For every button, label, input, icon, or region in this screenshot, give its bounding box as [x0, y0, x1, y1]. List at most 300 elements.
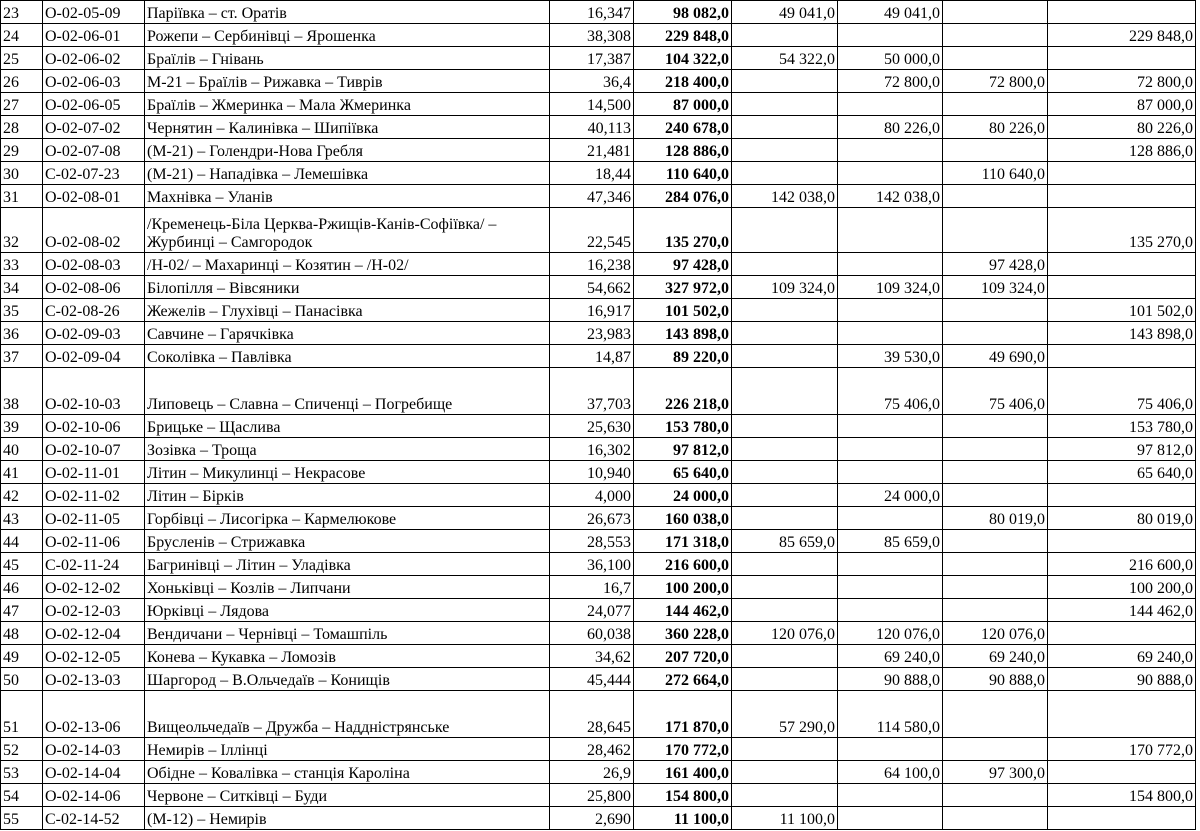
road-length: 16,917: [550, 299, 634, 322]
road-code: О-02-05-09: [43, 1, 145, 24]
row-number: 52: [1, 738, 43, 761]
road-name: Савчине – Гарячківка: [145, 322, 550, 345]
road-code: О-02-12-05: [43, 645, 145, 668]
road-length: 38,308: [550, 24, 634, 47]
amount-col-2: 50 000,0: [838, 47, 943, 70]
table-row: [1, 530, 1196, 553]
amount-col-4: 170 772,0: [1048, 738, 1196, 761]
total-amount: 170 772,0: [634, 738, 732, 761]
amount-col-4: [1048, 276, 1196, 299]
road-length: 10,940: [550, 461, 634, 484]
amount-col-4: 216 600,0: [1048, 553, 1196, 576]
amount-col-4: [1048, 185, 1196, 208]
table-row: [1, 368, 1196, 415]
row-number: 29: [1, 139, 43, 162]
road-code: О-02-13-03: [43, 668, 145, 691]
road-code: О-02-12-04: [43, 622, 145, 645]
amount-col-1: [732, 738, 838, 761]
row-number: 43: [1, 507, 43, 530]
row-number: 33: [1, 253, 43, 276]
amount-col-1: [732, 70, 838, 93]
road-code: С-02-11-24: [43, 553, 145, 576]
amount-col-2: [838, 208, 943, 253]
total-amount: 128 886,0: [634, 139, 732, 162]
amount-col-1: [732, 208, 838, 253]
amount-col-4: 90 888,0: [1048, 668, 1196, 691]
table-row: [1, 24, 1196, 47]
row-number: 28: [1, 116, 43, 139]
amount-col-2: [838, 139, 943, 162]
row-number: 50: [1, 668, 43, 691]
amount-col-3: [943, 576, 1048, 599]
road-length: 26,673: [550, 507, 634, 530]
amount-col-4: [1048, 622, 1196, 645]
amount-col-3: [943, 553, 1048, 576]
amount-col-3: 110 640,0: [943, 162, 1048, 185]
road-code: О-02-10-03: [43, 368, 145, 415]
amount-col-2: [838, 507, 943, 530]
road-code: О-02-14-03: [43, 738, 145, 761]
amount-col-3: [943, 530, 1048, 553]
road-code: О-02-12-03: [43, 599, 145, 622]
table-row: [1, 645, 1196, 668]
table-row: [1, 345, 1196, 368]
road-name: Зозівка – Троща: [145, 438, 550, 461]
road-length: 28,462: [550, 738, 634, 761]
road-name: /Кременець-Біла Церква-Ржищів-Канів-Софіївка/ – Журбинці – Самгородок: [145, 208, 550, 253]
table-row: [1, 668, 1196, 691]
road-name: Жежелів – Глухівці – Панасівка: [145, 299, 550, 322]
amount-col-2: [838, 553, 943, 576]
table-row: [1, 322, 1196, 345]
table-row: [1, 576, 1196, 599]
amount-col-4: 72 800,0: [1048, 70, 1196, 93]
amount-col-2: 49 041,0: [838, 1, 943, 24]
amount-col-2: [838, 415, 943, 438]
road-length: 28,645: [550, 691, 634, 738]
amount-col-3: [943, 438, 1048, 461]
amount-col-2: [838, 438, 943, 461]
amount-col-3: [943, 24, 1048, 47]
amount-col-1: [732, 761, 838, 784]
total-amount: 24 000,0: [634, 484, 732, 507]
amount-col-2: 69 240,0: [838, 645, 943, 668]
total-amount: 240 678,0: [634, 116, 732, 139]
amount-col-1: 54 322,0: [732, 47, 838, 70]
road-length: 16,238: [550, 253, 634, 276]
amount-col-1: [732, 668, 838, 691]
road-name: Шаргород – В.Ольчедаїв – Конищів: [145, 668, 550, 691]
amount-col-1: 109 324,0: [732, 276, 838, 299]
road-code: О-02-06-01: [43, 24, 145, 47]
road-name: Конева – Кукавка – Ломозів: [145, 645, 550, 668]
road-code: О-02-06-03: [43, 70, 145, 93]
road-name: (М-12) – Немирів: [145, 807, 550, 830]
road-name: Махнівка – Уланів: [145, 185, 550, 208]
row-number: 32: [1, 208, 43, 253]
amount-col-2: 64 100,0: [838, 761, 943, 784]
row-number: 49: [1, 645, 43, 668]
amount-col-2: [838, 599, 943, 622]
amount-col-1: 57 290,0: [732, 691, 838, 738]
amount-col-1: [732, 599, 838, 622]
amount-col-3: [943, 738, 1048, 761]
table-row: [1, 622, 1196, 645]
amount-col-2: [838, 738, 943, 761]
road-length: 24,077: [550, 599, 634, 622]
road-length: 14,500: [550, 93, 634, 116]
total-amount: 171 318,0: [634, 530, 732, 553]
table-body: [1, 1, 1196, 830]
amount-col-2: [838, 24, 943, 47]
amount-col-2: [838, 807, 943, 830]
amount-col-2: [838, 322, 943, 345]
road-code: С-02-14-52: [43, 807, 145, 830]
total-amount: 216 600,0: [634, 553, 732, 576]
total-amount: 97 428,0: [634, 253, 732, 276]
amount-col-4: 97 812,0: [1048, 438, 1196, 461]
amount-col-3: [943, 484, 1048, 507]
road-name: Браїлів – Жмеринка – Мала Жмеринка: [145, 93, 550, 116]
road-name: Немирів – Іллінці: [145, 738, 550, 761]
amount-col-1: 142 038,0: [732, 185, 838, 208]
amount-col-4: [1048, 484, 1196, 507]
amount-col-4: 75 406,0: [1048, 368, 1196, 415]
total-amount: 154 800,0: [634, 784, 732, 807]
road-code: С-02-07-23: [43, 162, 145, 185]
amount-col-4: 80 019,0: [1048, 507, 1196, 530]
amount-col-2: 120 076,0: [838, 622, 943, 645]
row-number: 46: [1, 576, 43, 599]
row-number: 25: [1, 47, 43, 70]
road-length: 36,100: [550, 553, 634, 576]
road-name: Браїлів – Гнівань: [145, 47, 550, 70]
amount-col-3: [943, 139, 1048, 162]
row-number: 40: [1, 438, 43, 461]
amount-col-1: [732, 93, 838, 116]
row-number: 23: [1, 1, 43, 24]
road-length: 17,387: [550, 47, 634, 70]
amount-col-1: [732, 415, 838, 438]
road-length: 45,444: [550, 668, 634, 691]
amount-col-3: 80 019,0: [943, 507, 1048, 530]
amount-col-4: 229 848,0: [1048, 24, 1196, 47]
table-row: [1, 208, 1196, 253]
amount-col-2: 114 580,0: [838, 691, 943, 738]
road-length: 26,9: [550, 761, 634, 784]
total-amount: 327 972,0: [634, 276, 732, 299]
road-name: Брусленів – Стрижавка: [145, 530, 550, 553]
amount-col-3: [943, 807, 1048, 830]
amount-col-2: 80 226,0: [838, 116, 943, 139]
amount-col-2: [838, 784, 943, 807]
row-number: 37: [1, 345, 43, 368]
total-amount: 161 400,0: [634, 761, 732, 784]
amount-col-2: [838, 576, 943, 599]
road-name: Горбівці – Лисогірка – Кармелюкове: [145, 507, 550, 530]
table-row: [1, 47, 1196, 70]
table-row: [1, 185, 1196, 208]
total-amount: 229 848,0: [634, 24, 732, 47]
amount-col-4: 101 502,0: [1048, 299, 1196, 322]
road-code: О-02-11-05: [43, 507, 145, 530]
road-length: 2,690: [550, 807, 634, 830]
amount-col-3: 97 300,0: [943, 761, 1048, 784]
row-number: 42: [1, 484, 43, 507]
table-row: [1, 784, 1196, 807]
road-length: 25,630: [550, 415, 634, 438]
row-number: 41: [1, 461, 43, 484]
amount-col-4: 87 000,0: [1048, 93, 1196, 116]
row-number: 48: [1, 622, 43, 645]
amount-col-2: 85 659,0: [838, 530, 943, 553]
total-amount: 360 228,0: [634, 622, 732, 645]
road-length: 28,553: [550, 530, 634, 553]
amount-col-3: 97 428,0: [943, 253, 1048, 276]
total-amount: 101 502,0: [634, 299, 732, 322]
road-name: (М-21) – Нападівка – Лемешівка: [145, 162, 550, 185]
row-number: 47: [1, 599, 43, 622]
road-name: Липовець – Славна – Спиченці – Погребище: [145, 368, 550, 415]
amount-col-2: 142 038,0: [838, 185, 943, 208]
amount-col-1: 11 100,0: [732, 807, 838, 830]
amount-col-3: 69 240,0: [943, 645, 1048, 668]
road-name: Багринівці – Літин – Уладівка: [145, 553, 550, 576]
road-code: О-02-14-06: [43, 784, 145, 807]
road-name: Обідне – Ковалівка – станція Кароліна: [145, 761, 550, 784]
table-row: [1, 761, 1196, 784]
amount-col-3: [943, 93, 1048, 116]
table-row: [1, 553, 1196, 576]
amount-col-3: [943, 599, 1048, 622]
road-code: О-02-07-02: [43, 116, 145, 139]
amount-col-3: 72 800,0: [943, 70, 1048, 93]
road-length: 14,87: [550, 345, 634, 368]
amount-col-1: [732, 253, 838, 276]
road-length: 34,62: [550, 645, 634, 668]
amount-col-4: 135 270,0: [1048, 208, 1196, 253]
amount-col-4: [1048, 1, 1196, 24]
total-amount: 284 076,0: [634, 185, 732, 208]
road-name: Юрківці – Лядова: [145, 599, 550, 622]
total-amount: 171 870,0: [634, 691, 732, 738]
road-code: С-02-08-26: [43, 299, 145, 322]
amount-col-1: [732, 784, 838, 807]
road-name: Чернятин – Калинівка – Шипіївка: [145, 116, 550, 139]
amount-col-1: [732, 438, 838, 461]
road-code: О-02-14-04: [43, 761, 145, 784]
road-name: М-21 – Браїлів – Рижавка – Тиврів: [145, 70, 550, 93]
total-amount: 98 082,0: [634, 1, 732, 24]
row-number: 31: [1, 185, 43, 208]
total-amount: 143 898,0: [634, 322, 732, 345]
road-length: 47,346: [550, 185, 634, 208]
amount-col-4: [1048, 530, 1196, 553]
total-amount: 87 000,0: [634, 93, 732, 116]
row-number: 24: [1, 24, 43, 47]
road-code: О-02-11-01: [43, 461, 145, 484]
row-number: 51: [1, 691, 43, 738]
total-amount: 65 640,0: [634, 461, 732, 484]
amount-col-1: [732, 368, 838, 415]
road-name: Вендичани – Чернівці – Томашпіль: [145, 622, 550, 645]
amount-col-4: [1048, 345, 1196, 368]
row-number: 45: [1, 553, 43, 576]
road-length: 18,44: [550, 162, 634, 185]
amount-col-4: [1048, 807, 1196, 830]
amount-col-1: [732, 24, 838, 47]
road-name: Літин – Микулинці – Некрасове: [145, 461, 550, 484]
road-length: 16,347: [550, 1, 634, 24]
amount-col-1: [732, 299, 838, 322]
road-code: О-02-08-01: [43, 185, 145, 208]
amount-col-3: [943, 461, 1048, 484]
road-name: (М-21) – Голендри-Нова Гребля: [145, 139, 550, 162]
total-amount: 135 270,0: [634, 208, 732, 253]
amount-col-3: 120 076,0: [943, 622, 1048, 645]
amount-col-4: 100 200,0: [1048, 576, 1196, 599]
row-number: 39: [1, 415, 43, 438]
amount-col-1: [732, 139, 838, 162]
row-number: 34: [1, 276, 43, 299]
amount-col-1: [732, 461, 838, 484]
amount-col-1: 49 041,0: [732, 1, 838, 24]
total-amount: 207 720,0: [634, 645, 732, 668]
amount-col-2: [838, 93, 943, 116]
road-length: 22,545: [550, 208, 634, 253]
road-code: О-02-13-06: [43, 691, 145, 738]
table-row: [1, 1, 1196, 24]
row-number: 30: [1, 162, 43, 185]
amount-col-4: 128 886,0: [1048, 139, 1196, 162]
amount-col-2: [838, 253, 943, 276]
road-code: О-02-08-02: [43, 208, 145, 253]
road-name: Вищеольчедаїв – Дружба – Наддністрянське: [145, 691, 550, 738]
total-amount: 160 038,0: [634, 507, 732, 530]
road-code: О-02-11-06: [43, 530, 145, 553]
amount-col-4: 153 780,0: [1048, 415, 1196, 438]
amount-col-3: [943, 299, 1048, 322]
road-code: О-02-09-03: [43, 322, 145, 345]
amount-col-2: 75 406,0: [838, 368, 943, 415]
amount-col-4: [1048, 253, 1196, 276]
amount-col-1: 85 659,0: [732, 530, 838, 553]
road-name: Рожепи – Сербинівці – Ярошенка: [145, 24, 550, 47]
amount-col-1: 120 076,0: [732, 622, 838, 645]
amount-col-3: [943, 415, 1048, 438]
amount-col-4: 144 462,0: [1048, 599, 1196, 622]
amount-col-2: [838, 162, 943, 185]
road-name: Брицьке – Щаслива: [145, 415, 550, 438]
table-row: [1, 162, 1196, 185]
table-row: [1, 461, 1196, 484]
road-length: 16,7: [550, 576, 634, 599]
table-row: [1, 507, 1196, 530]
total-amount: 89 220,0: [634, 345, 732, 368]
amount-col-3: 90 888,0: [943, 668, 1048, 691]
amount-col-1: [732, 162, 838, 185]
row-number: 35: [1, 299, 43, 322]
table-row: [1, 276, 1196, 299]
road-length: 60,038: [550, 622, 634, 645]
amount-col-2: [838, 461, 943, 484]
road-name: Паріївка – ст. Оратів: [145, 1, 550, 24]
road-code: О-02-10-07: [43, 438, 145, 461]
road-length: 4,000: [550, 484, 634, 507]
amount-col-3: 75 406,0: [943, 368, 1048, 415]
amount-col-1: [732, 507, 838, 530]
total-amount: 97 812,0: [634, 438, 732, 461]
table-row: [1, 484, 1196, 507]
amount-col-2: [838, 299, 943, 322]
road-length: 25,800: [550, 784, 634, 807]
amount-col-1: [732, 116, 838, 139]
table-row: [1, 116, 1196, 139]
road-code: О-02-07-08: [43, 139, 145, 162]
table-row: [1, 70, 1196, 93]
amount-col-4: [1048, 47, 1196, 70]
amount-col-2: 109 324,0: [838, 276, 943, 299]
table-row: [1, 253, 1196, 276]
amount-col-3: [943, 47, 1048, 70]
amount-col-1: [732, 322, 838, 345]
amount-col-3: [943, 185, 1048, 208]
amount-col-1: [732, 645, 838, 668]
amount-col-4: [1048, 691, 1196, 738]
road-length: 36,4: [550, 70, 634, 93]
amount-col-3: 49 690,0: [943, 345, 1048, 368]
road-length: 16,302: [550, 438, 634, 461]
amount-col-4: 65 640,0: [1048, 461, 1196, 484]
road-length: 37,703: [550, 368, 634, 415]
amount-col-3: [943, 784, 1048, 807]
amount-col-3: [943, 691, 1048, 738]
total-amount: 11 100,0: [634, 807, 732, 830]
amount-col-4: [1048, 162, 1196, 185]
total-amount: 218 400,0: [634, 70, 732, 93]
total-amount: 100 200,0: [634, 576, 732, 599]
road-name: /Н-02/ – Махаринці – Козятин – /Н-02/: [145, 253, 550, 276]
road-code: О-02-11-02: [43, 484, 145, 507]
table-row: [1, 599, 1196, 622]
road-code: О-02-06-05: [43, 93, 145, 116]
table-row: [1, 738, 1196, 761]
table-row: [1, 299, 1196, 322]
total-amount: 144 462,0: [634, 599, 732, 622]
road-code: О-02-10-06: [43, 415, 145, 438]
amount-col-3: [943, 1, 1048, 24]
road-name: Білопілля – Вівсяники: [145, 276, 550, 299]
table-row: [1, 807, 1196, 830]
road-name: Червоне – Ситківці – Буди: [145, 784, 550, 807]
road-code: О-02-08-03: [43, 253, 145, 276]
amount-col-2: 24 000,0: [838, 484, 943, 507]
row-number: 54: [1, 784, 43, 807]
amount-col-1: [732, 576, 838, 599]
road-code: О-02-09-04: [43, 345, 145, 368]
total-amount: 272 664,0: [634, 668, 732, 691]
road-length: 40,113: [550, 116, 634, 139]
total-amount: 104 322,0: [634, 47, 732, 70]
amount-col-2: 72 800,0: [838, 70, 943, 93]
total-amount: 153 780,0: [634, 415, 732, 438]
row-number: 27: [1, 93, 43, 116]
row-number: 36: [1, 322, 43, 345]
total-amount: 226 218,0: [634, 368, 732, 415]
amount-col-2: 39 530,0: [838, 345, 943, 368]
table-row: [1, 415, 1196, 438]
amount-col-1: [732, 553, 838, 576]
